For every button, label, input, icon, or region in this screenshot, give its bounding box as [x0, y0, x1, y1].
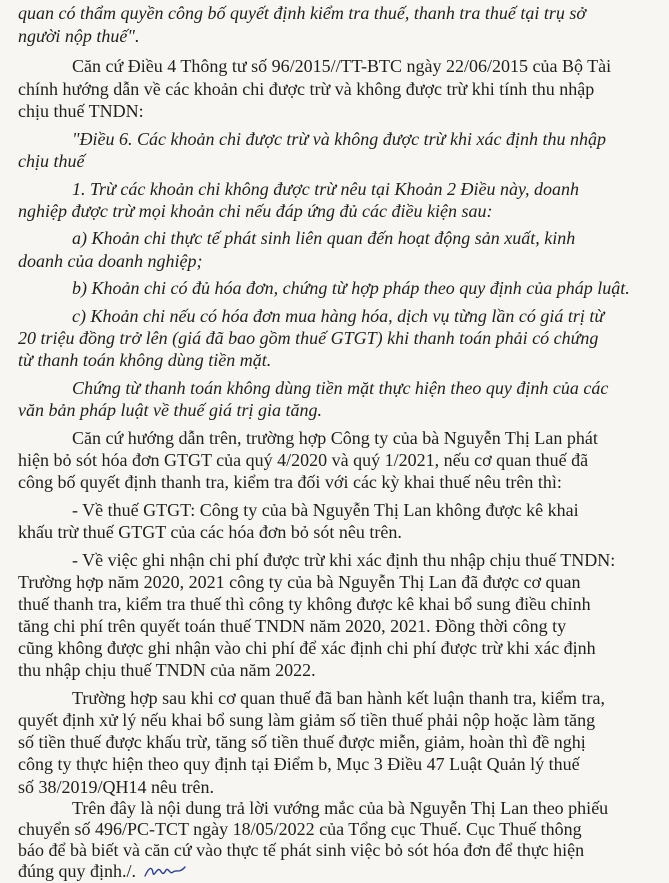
text-line: Căn cứ hướng dẫn trên, trường hợp Công ty của bà Nguyễn Thị Lan phát: [72, 428, 598, 448]
text-line: công ty thực hiện theo quy định tại Điểm b, Mục 3 Điều 47 Luật Quản lý thuế: [18, 754, 580, 774]
text-line: báo để bà biết và căn cứ vào thực tế phát sinh việc bỏ sót hóa đơn để thực hiện: [18, 840, 585, 860]
text-line: thuế thanh tra, kiểm tra thuế thì công ty không được kê khai bổ sung điều chỉnh: [18, 594, 591, 614]
closing-text: đúng quy định./.: [18, 861, 137, 881]
text-line: 20 triệu đồng trở lên (giá đã bao gồm thuế GTGT) khi thanh toán phải có chứng: [18, 328, 599, 348]
text-line: - Về thuế GTGT: Công ty của bà Nguyễn Thị Lan không được kê khai: [72, 500, 579, 520]
text-line: khấu trừ thuế GTGT của các hóa đơn bỏ sót nêu trên.: [18, 522, 402, 542]
text-line: Chứng từ thanh toán không dùng tiền mặt thực hiện theo quy định của các: [72, 378, 609, 398]
text-line: từ thanh toán không dùng tiền mặt.: [18, 350, 272, 370]
text-line: cũng không được ghi nhận vào chi phí để xác định chi phí được trừ khi xác định: [18, 638, 596, 658]
text-line: nghiệp được trừ mọi khoản chi nếu đáp ứng đủ các điều kiện sau:: [18, 201, 493, 221]
text-line: "Điều 6. Các khoản chi được trừ và không được trừ khi xác định thu nhập: [72, 129, 606, 149]
text-line: Trường hợp năm 2020, 2021 công ty của bà Nguyễn Thị Lan đã được cơ quan: [18, 572, 581, 592]
text-line: hiện bỏ sót hóa đơn GTGT của quý 4/2020 và quý 1/2021, nếu cơ quan thuế đã: [18, 450, 589, 470]
text-line: thu nhập chịu thuế TNDN của năm 2022.: [18, 660, 316, 680]
text-line: chịu thuế TNDN:: [18, 101, 144, 121]
text-line: b) Khoản chi có đủ hóa đơn, chứng từ hợp pháp theo quy định của pháp luật.: [72, 278, 630, 298]
text-line: quyết định xử lý nếu khai bổ sung làm giảm số tiền thuế phải nộp hoặc làm tăng: [18, 710, 596, 730]
text-line: quan có thẩm quyền công bố quyết định kiểm tra thuế, thanh tra thuế tại trụ sở: [18, 3, 587, 23]
text-line: a) Khoản chi thực tế phát sinh liên quan đến hoạt động sản xuất, kinh: [72, 228, 576, 248]
text-line: Căn cứ Điều 4 Thông tư số 96/2015//TT-BTC ngày 22/06/2015 của Bộ Tài: [72, 56, 612, 76]
text-line: doanh của doanh nghiệp;: [18, 251, 203, 271]
text-line: - Về việc ghi nhận chi phí được trừ khi xác định thu nhập chịu thuế TNDN:: [72, 550, 616, 570]
text-line: chính hướng dẫn về các khoản chi được trừ và không được trừ khi tính thu nhập: [18, 79, 595, 99]
text-line: 1. Trừ các khoản chi không được trừ nêu tại Khoản 2 Điều này, doanh: [72, 179, 580, 199]
text-line: tăng chi phí trên quyết toán thuế TNDN năm 2020, 2021. Đồng thời công ty: [18, 616, 567, 636]
text-line: công bố quyết định thanh tra, kiểm tra đối với các kỳ khai thuế nêu trên thì:: [18, 472, 562, 492]
text-line: Trên đây là nội dung trả lời vướng mắc của bà Nguyễn Thị Lan theo phiếu: [72, 798, 609, 818]
text-line: chuyển số 496/PC-TCT ngày 18/05/2022 của Tổng cục Thuế. Cục Thuế thông: [18, 819, 582, 839]
text-line: số tiền thuế được khấu trừ, tăng số tiền thuế được miễn, giảm, hoàn thì đề nghị: [18, 732, 586, 752]
text-line: văn bản pháp luật về thuế giá trị gia tăng.: [18, 400, 322, 420]
text-line: Trường hợp sau khi cơ quan thuế đã ban hành kết luận thanh tra, kiểm tra,: [72, 688, 606, 708]
text-line-last: [18, 860, 669, 882]
text-line: người nộp thuế".: [18, 26, 140, 46]
text-line: c) Khoản chi nếu có hóa đơn mua hàng hóa, dịch vụ từng lần có giá trị từ: [72, 306, 605, 326]
initials-signature: [143, 861, 187, 881]
text-line: số 38/2019/QH14 nêu trên.: [18, 777, 214, 797]
text-line: chịu thuế: [18, 151, 85, 171]
